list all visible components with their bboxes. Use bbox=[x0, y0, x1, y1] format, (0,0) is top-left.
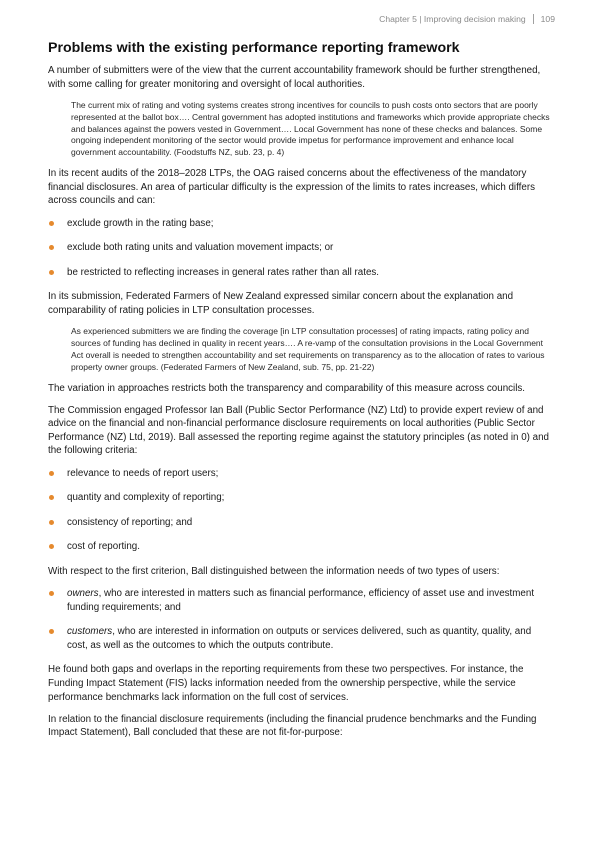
list-criteria bbox=[48, 467, 552, 554]
bullet-icon bbox=[49, 591, 54, 596]
paragraph-5: The Commission engaged Professor Ian Ball (Public Sector Performance (NZ) Ltd) to provide expert review of and advice on the financial and non-financial performance disclosure requirements on local authorities (Public Sector Performance (NZ) Ltd, 2019). Ball assessed the reporting regime against the statutory principles (as noted in 0) and the following criteria: bbox=[48, 404, 549, 457]
term-owners: owners bbox=[67, 588, 99, 600]
bullet-icon bbox=[49, 629, 54, 634]
list-item: cost of reporting. bbox=[48, 540, 552, 554]
bullet-icon bbox=[49, 520, 54, 525]
paragraph-6: With respect to the first criterion, Ball distinguished between the information needs of two types of users: bbox=[48, 565, 500, 577]
list-item: exclude both rating units and valuation movement impacts; or bbox=[48, 241, 552, 255]
body-text bbox=[48, 64, 552, 748]
list-rates-limits bbox=[48, 217, 552, 280]
quote-federated-farmers: As experienced submitters we are finding the coverage [in LTP consultation processes] of rating impacts, rating policy and sources of funding has declined in quality in recent years…. A re-vamp of the consultation provisions in the Local Government Act overall is needed to strengthen accountability and set requirements on transparency as to the allocation of rates to various property owner groups. (Federated Farmers of New Zealand, sub. 75, pp. 21-22) bbox=[71, 325, 545, 372]
bullet-icon bbox=[49, 544, 54, 549]
section-title: Problems with the existing performance reporting framework bbox=[48, 40, 460, 56]
paragraph-4: The variation in approaches restricts both the transparency and comparability of this measure across councils. bbox=[48, 382, 526, 394]
paragraph-2: In its recent audits of the 2018–2028 LTPs, the OAG raised concerns about the effectiveness of the mandatory financial disclosures. An area of particular difficulty is the expression of the limits to rates increases, which differs across councils and can: bbox=[48, 168, 535, 207]
bullet-icon bbox=[49, 221, 54, 226]
paragraph-1: A number of submitters were of the view that the current accountability framework should be further strengthened, with some calling for greater monitoring and oversight of local authorities. bbox=[48, 65, 541, 90]
chapter-label: Chapter 5 | Improving decision making bbox=[379, 14, 526, 24]
bullet-icon bbox=[49, 270, 54, 275]
paragraph-3: In its submission, Federated Farmers of New Zealand expressed similar concern about the explanation and comparability of rating policies in LTP consultation processes. bbox=[48, 291, 514, 316]
bullet-icon bbox=[49, 245, 54, 250]
running-header bbox=[379, 14, 555, 24]
list-item: be restricted to reflecting increases in general rates rather than all rates. bbox=[48, 266, 552, 280]
bullet-icon bbox=[49, 471, 54, 476]
list-item: customers, who are interested in information on outputs or services delivered, such as quantity, quality, and cost, as well as the outcomes to which the outputs contribute. bbox=[48, 625, 552, 652]
page-number: 109 bbox=[540, 14, 555, 24]
list-item: exclude growth in the rating base; bbox=[48, 217, 552, 231]
list-item: consistency of reporting; and bbox=[48, 516, 552, 530]
list-item: relevance to needs of report users; bbox=[48, 467, 552, 481]
paragraph-7: He found both gaps and overlaps in the reporting requirements from these two perspectives. For instance, the Funding Impact Statement (FIS) lacks information needed from the ownership perspective, while the service performance benchmarks lack information on the full cost of services. bbox=[48, 664, 524, 703]
term-customers: customers bbox=[67, 626, 113, 638]
list-user-types bbox=[48, 587, 552, 652]
quote-foodstuffs: The current mix of rating and voting systems creates strong incentives for councils to push costs onto sectors that are poorly represented at the ballot box…. Central government has adopted institutions and frameworks which provide appropriate checks and balances against the powers vested in Government…. Local Government has none of these checks and balances. Some ongoing independent monitoring of the sector would provide impetus for performance improvement and enhance local government accountability. (Foodstuffs NZ, sub. 23, p. 4) bbox=[71, 99, 550, 158]
paragraph-8: In relation to the financial disclosure requirements (including the financial prudence benchmarks and the Funding Impact Statement), Ball concluded that these are not fit-for-purpose: bbox=[48, 713, 537, 739]
list-item: quantity and complexity of reporting; bbox=[48, 491, 552, 505]
list-item: owners, who are interested in matters such as financial performance, efficiency of asset use and investment funding requirements; and bbox=[48, 587, 552, 614]
bullet-icon bbox=[49, 495, 54, 500]
header-divider bbox=[533, 14, 534, 24]
